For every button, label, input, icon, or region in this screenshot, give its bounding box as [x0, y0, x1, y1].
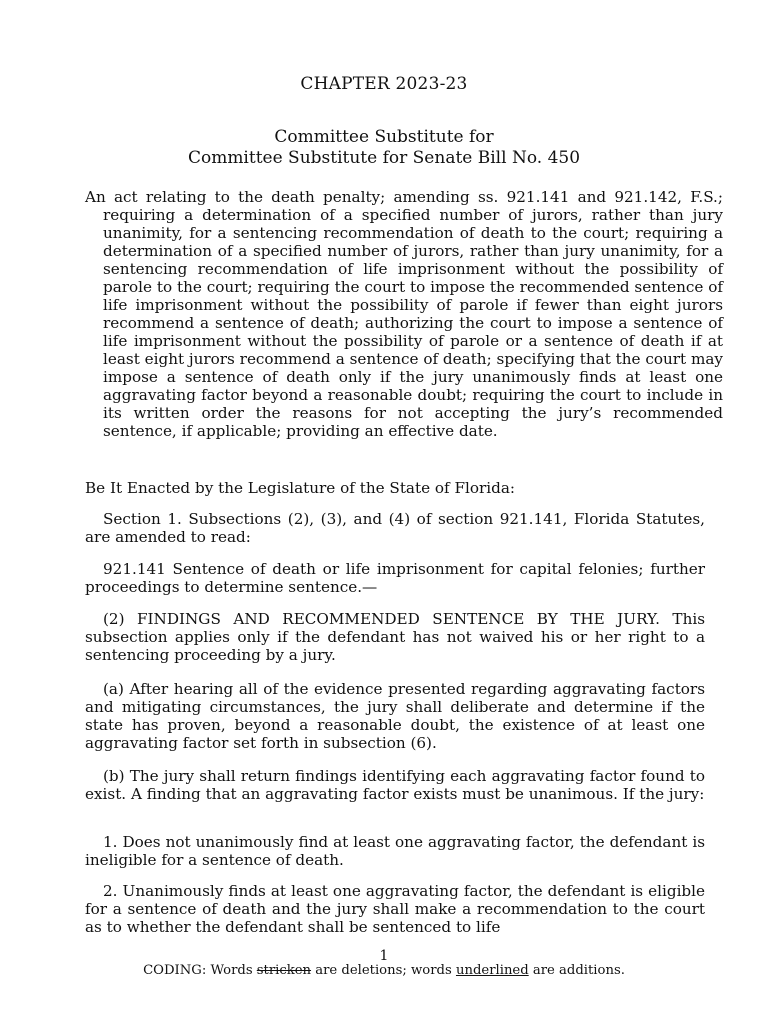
section-1-paragraph: Section 1. Subsections (2), (3), and (4) of section 921.141, Florida Statutes, are amended to read:	[85, 510, 705, 546]
page-number: 1	[379, 948, 389, 964]
bill-subtitle	[0, 127, 768, 169]
paragraph-a: (a) After hearing all of the evidence presented regarding aggravating factors and mitigating circumstances, the jury shall deliberate and determine if the state has proven, beyond a reasonable doubt, the existence of at least one aggravating factor set forth in subsection (6).	[85, 680, 705, 752]
subtitle-line-2: Committee Substitute for Senate Bill No. 450	[187, 148, 581, 168]
enacting-clause: Be It Enacted by the Legislature of the State of Florida:	[85, 479, 516, 497]
coding-prefix: CODING: Words	[143, 963, 257, 978]
subsection-2-paragraph: (2) FINDINGS AND RECOMMENDED SENTENCE BY THE JURY. This subsection applies only if the defendant has not waived his or her right to a sentencing proceeding by a jury.	[85, 610, 705, 664]
coding-legend	[0, 963, 768, 978]
act-title-paragraph: An act relating to the death penalty; amending ss. 921.141 and 921.142, F.S.; requiring a determination of a specified number of jurors, rather than jury unanimity, for a sentencing recommendation of death to the court; requiring a determination of a specified number of jurors, rather than jury unanimity, for a sentencing recommendation of life imprisonment without the possibility of parole to the court; requiring the court to impose the recommended sentence of life imprisonment without the possibility of parole if fewer than eight jurors recommend a sentence of death; authorizing the court to impose a sentence of life imprisonment without the possibility of parole or a sentence of death if at least eight jurors recommend a sentence of death; specifying that the court may impose a sentence of death only if the jury unanimously finds at least one aggravating factor beyond a reasonable doubt; requiring the court to include in its written order the reasons for not accepting the jury’s recommended sentence, if applicable; providing an effective date.	[85, 188, 724, 440]
paragraph-b: (b) The jury shall return findings identifying each aggravating factor found to exist. A finding that an aggravating factor exists must be unanimous. If the jury:	[85, 767, 705, 803]
coding-stricken-example: stricken	[256, 963, 312, 978]
item-1: 1. Does not unanimously find at least one aggravating factor, the defendant is ineligible for a sentence of death.	[85, 833, 705, 869]
subtitle-line-1: Committee Substitute for	[274, 127, 494, 147]
statute-921-141-heading: 921.141 Sentence of death or life imprisonment for capital felonies; further proceedings to determine sentence.—	[85, 560, 705, 596]
coding-underlined-example: underlined	[455, 963, 529, 978]
chapter-heading: CHAPTER 2023-23	[300, 74, 468, 94]
coding-middle: are deletions; words	[311, 963, 456, 978]
item-2: 2. Unanimously finds at least one aggravating factor, the defendant is eligible for a sentence of death and the jury shall make a recommendation to the court as to whether the defendant shall be sentenced to life	[85, 882, 705, 936]
coding-suffix: are additions.	[528, 963, 625, 978]
